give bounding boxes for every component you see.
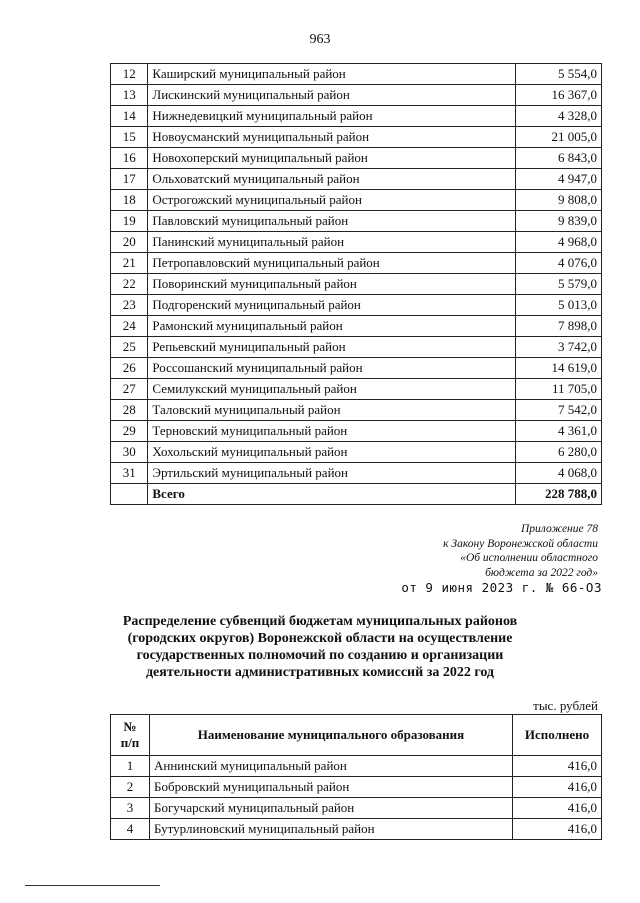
row-number: 3	[111, 798, 150, 819]
districts-table-body	[111, 64, 602, 505]
row-number: 17	[111, 169, 148, 190]
appendix-block	[443, 522, 598, 580]
row-value: 5 554,0	[516, 64, 602, 85]
row-number: 14	[111, 106, 148, 127]
row-number: 30	[111, 442, 148, 463]
district-name: Богучарский муниципальный район	[150, 798, 513, 819]
row-value: 4 068,0	[516, 463, 602, 484]
commissions-table-header	[111, 715, 602, 756]
table-row	[111, 798, 602, 819]
district-name: Ольховатский муниципальный район	[148, 169, 516, 190]
row-value: 3 742,0	[516, 337, 602, 358]
district-name: Семилукский муниципальный район	[148, 379, 516, 400]
row-value: 4 361,0	[516, 421, 602, 442]
table-row	[111, 169, 602, 190]
title-line-4: деятельности административных комиссий за 2022 год	[145, 665, 495, 680]
table-row	[111, 274, 602, 295]
row-value: 6 843,0	[516, 148, 602, 169]
row-value: 5 579,0	[516, 274, 602, 295]
row-number: 31	[111, 463, 148, 484]
table-row	[111, 190, 602, 211]
row-value: 416,0	[513, 777, 602, 798]
table-row	[111, 295, 602, 316]
district-name: Петропавловский муниципальный район	[148, 253, 516, 274]
row-number: 21	[111, 253, 148, 274]
appendix-line-2: к Закону Воронежской области	[443, 537, 598, 550]
table-row	[111, 232, 602, 253]
row-number: 28	[111, 400, 148, 421]
table-row	[111, 400, 602, 421]
row-value: 4 328,0	[516, 106, 602, 127]
table-row	[111, 358, 602, 379]
district-name: Нижнедевицкий муниципальный район	[148, 106, 516, 127]
row-number: 19	[111, 211, 148, 232]
row-value: 21 005,0	[516, 127, 602, 148]
table-row	[111, 253, 602, 274]
row-number: 25	[111, 337, 148, 358]
row-number: 15	[111, 127, 148, 148]
commissions-table	[110, 714, 602, 840]
district-name: Каширский муниципальный район	[148, 64, 516, 85]
row-number: 18	[111, 190, 148, 211]
row-number: 16	[111, 148, 148, 169]
table-row	[111, 316, 602, 337]
law-date-stamp: от 9 июня 2023 г. № 66-ОЗ	[401, 580, 602, 595]
row-value: 6 280,0	[516, 442, 602, 463]
header-row	[111, 715, 602, 756]
header-num-line-2: п/п	[120, 735, 140, 750]
row-number: 22	[111, 274, 148, 295]
district-name: Бобровский муниципальный район	[150, 777, 513, 798]
footnote-divider	[25, 885, 160, 886]
title-line-2: (городских округов) Воронежской области на осуществление	[127, 631, 513, 646]
row-value: 11 705,0	[516, 379, 602, 400]
table-row	[111, 337, 602, 358]
district-name: Рамонский муниципальный район	[148, 316, 516, 337]
row-value: 416,0	[513, 756, 602, 777]
page-number: 963	[309, 32, 331, 47]
total-number-cell	[111, 484, 148, 505]
row-number: 2	[111, 777, 150, 798]
document-title	[100, 613, 540, 681]
district-name: Хохольский муниципальный район	[148, 442, 516, 463]
table-row	[111, 106, 602, 127]
row-number: 24	[111, 316, 148, 337]
district-name: Лискинский муниципальный район	[148, 85, 516, 106]
total-value: 228 788,0	[516, 484, 602, 505]
row-value: 16 367,0	[516, 85, 602, 106]
row-value: 416,0	[513, 819, 602, 840]
table-row	[111, 819, 602, 840]
row-value: 9 839,0	[516, 211, 602, 232]
unit-label: тыс. рублей	[533, 698, 598, 713]
row-number: 26	[111, 358, 148, 379]
row-number: 29	[111, 421, 148, 442]
table-row	[111, 756, 602, 777]
district-name: Острогожский муниципальный район	[148, 190, 516, 211]
district-name: Россошанский муниципальный район	[148, 358, 516, 379]
district-name: Новоусманский муниципальный район	[148, 127, 516, 148]
table-row	[111, 85, 602, 106]
table-row	[111, 211, 602, 232]
header-num	[111, 715, 150, 756]
district-name: Бутурлиновский муниципальный район	[150, 819, 513, 840]
row-value: 7 898,0	[516, 316, 602, 337]
appendix-line-3: «Об исполнении областного	[460, 552, 598, 564]
table-row	[111, 379, 602, 400]
district-name: Панинский муниципальный район	[148, 232, 516, 253]
row-number: 23	[111, 295, 148, 316]
district-name: Поворинский муниципальный район	[148, 274, 516, 295]
row-number: 20	[111, 232, 148, 253]
row-number: 27	[111, 379, 148, 400]
row-number: 12	[111, 64, 148, 85]
header-name: Наименование муниципального образования	[150, 715, 513, 756]
appendix-line-1: Приложение 78	[520, 523, 598, 535]
row-value: 9 808,0	[516, 190, 602, 211]
table-row	[111, 442, 602, 463]
header-num-line-1: №	[123, 719, 137, 734]
table-row	[111, 148, 602, 169]
table-row	[111, 421, 602, 442]
row-value: 7 542,0	[516, 400, 602, 421]
district-name: Новохоперский муниципальный район	[148, 148, 516, 169]
total-row	[111, 484, 602, 505]
row-value: 4 076,0	[516, 253, 602, 274]
districts-table	[110, 63, 602, 505]
title-line-3: государственных полномочий по созданию и организации	[136, 648, 504, 663]
table-row	[111, 64, 602, 85]
row-value: 4 947,0	[516, 169, 602, 190]
row-value: 4 968,0	[516, 232, 602, 253]
district-name: Павловский муниципальный район	[148, 211, 516, 232]
row-number: 4	[111, 819, 150, 840]
table-row	[111, 777, 602, 798]
district-name: Репьевский муниципальный район	[148, 337, 516, 358]
row-value: 14 619,0	[516, 358, 602, 379]
district-name: Подгоренский муниципальный район	[148, 295, 516, 316]
row-value: 5 013,0	[516, 295, 602, 316]
district-name: Аннинский муниципальный район	[150, 756, 513, 777]
row-number: 1	[111, 756, 150, 777]
header-value: Исполнено	[513, 715, 602, 756]
table-row	[111, 127, 602, 148]
commissions-table-body	[111, 756, 602, 840]
table-row	[111, 463, 602, 484]
district-name: Терновский муниципальный район	[148, 421, 516, 442]
district-name: Таловский муниципальный район	[148, 400, 516, 421]
total-label: Всего	[148, 484, 516, 505]
title-line-1: Распределение субвенций бюджетам муниципальных районов	[122, 614, 518, 629]
appendix-line-4: бюджета за 2022 год»	[485, 566, 598, 579]
row-number: 13	[111, 85, 148, 106]
row-value: 416,0	[513, 798, 602, 819]
district-name: Эртильский муниципальный район	[148, 463, 516, 484]
